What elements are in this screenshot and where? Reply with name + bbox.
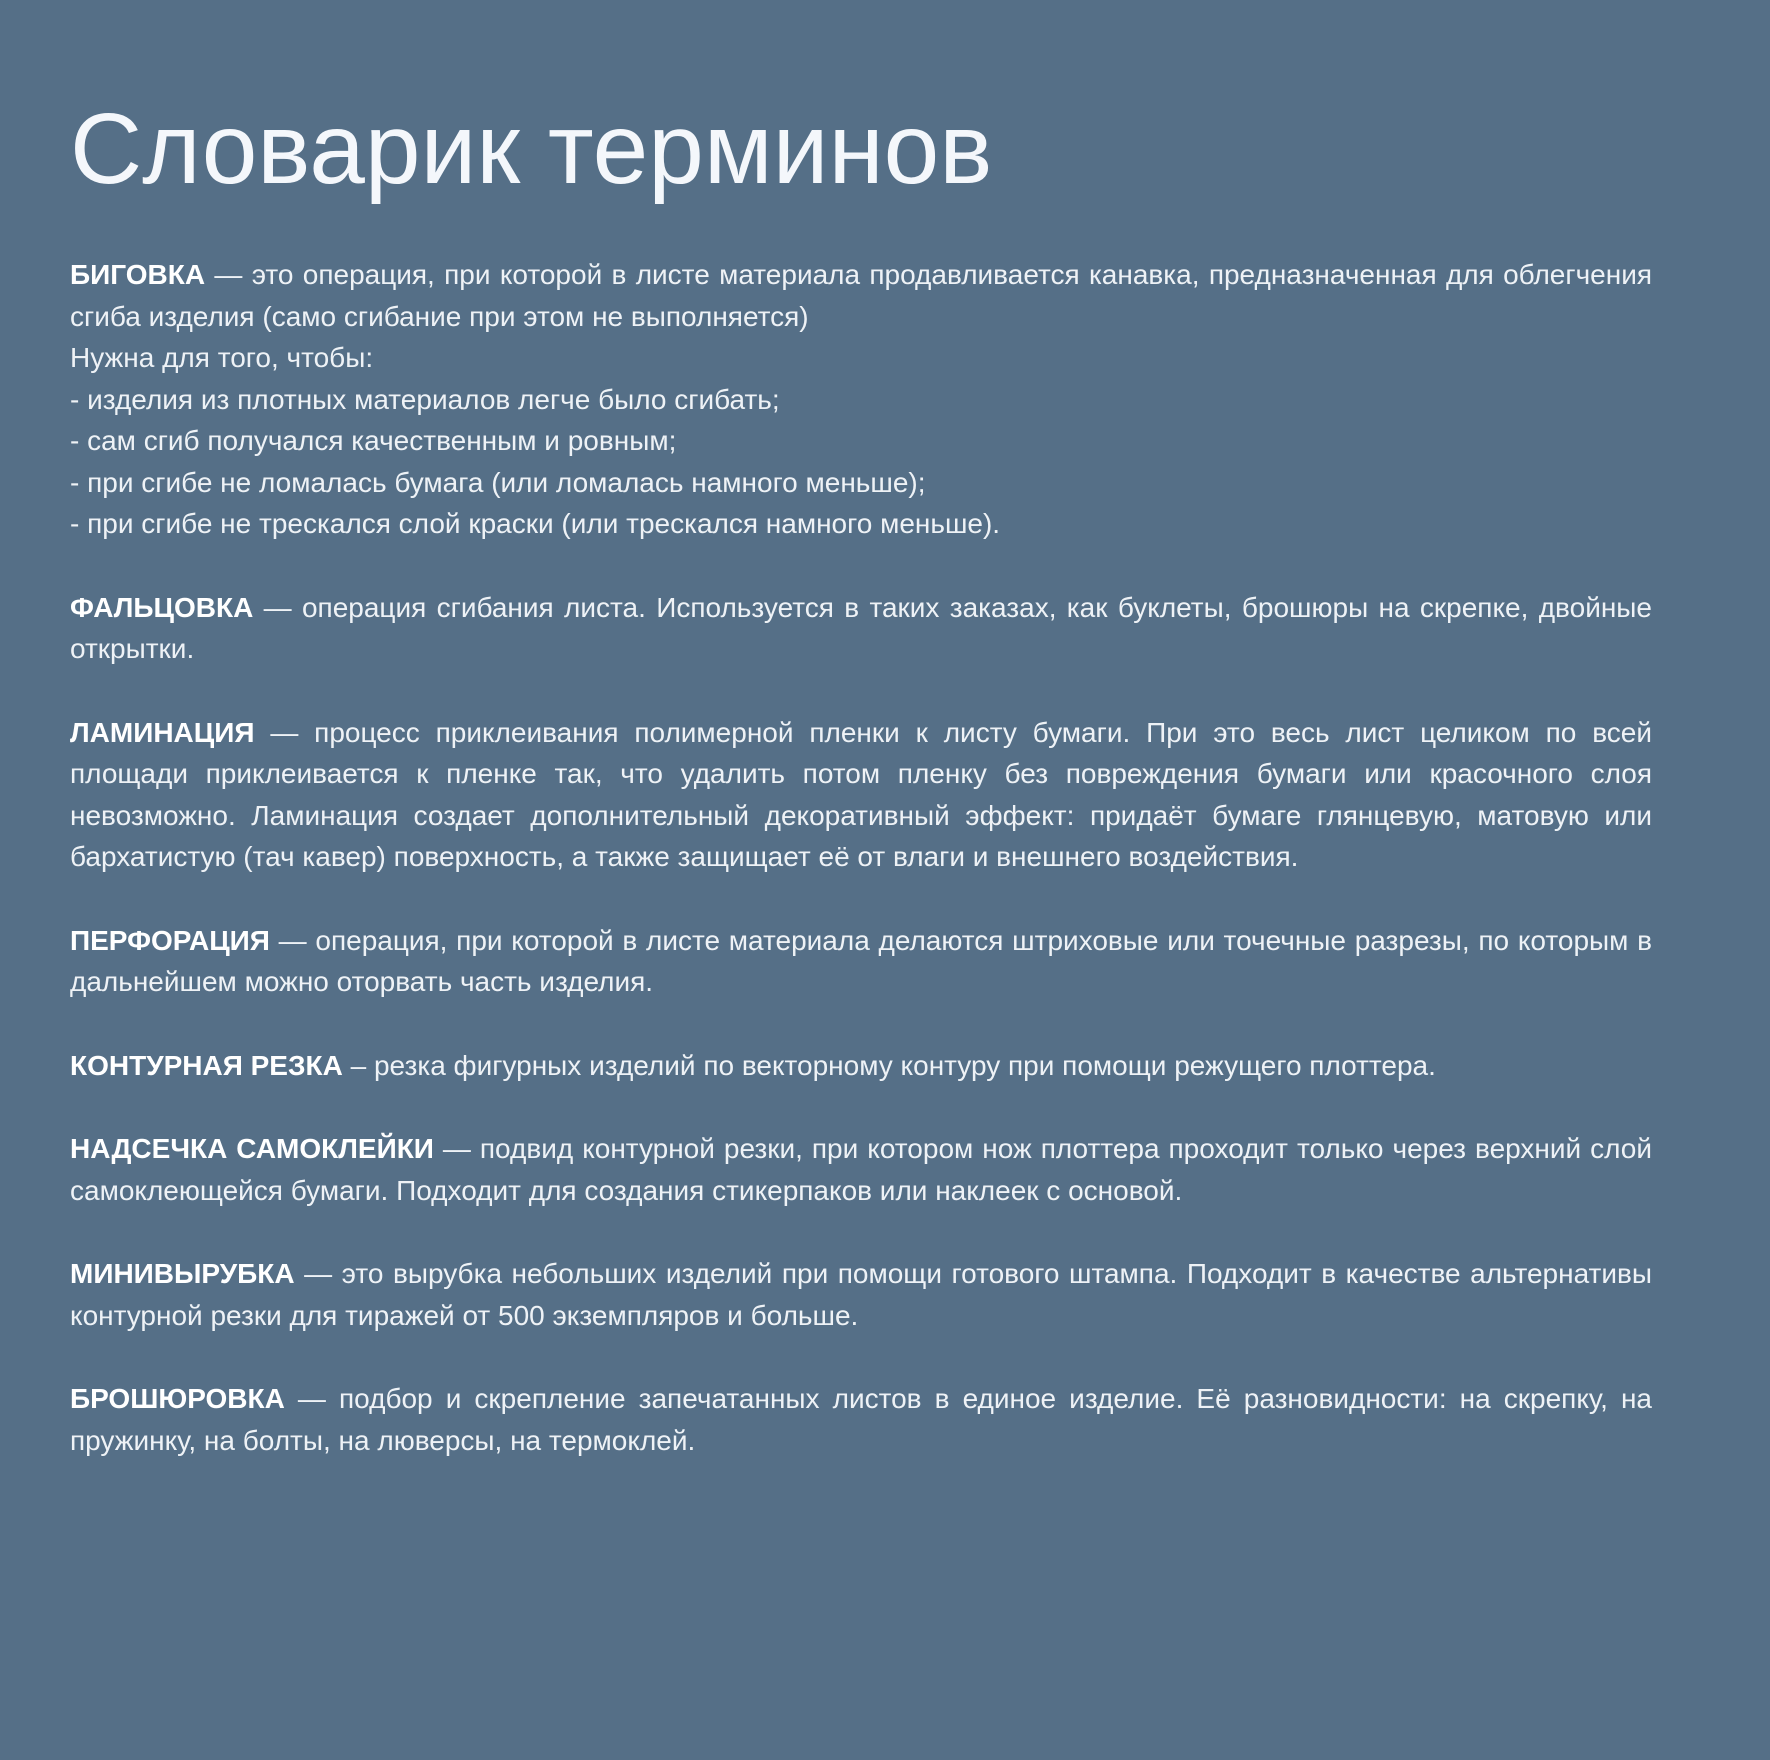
glossary-entry-broshyurovka xyxy=(70,1378,1652,1461)
glossary-entry-bigovka xyxy=(70,254,1652,545)
term-definition: — это операция, при которой в листе материала продавливается канавка, предназначенная для облегчения сгиба изделия (само сгибание при этом не выполняется) xyxy=(70,259,1652,332)
definition-line: - при сгибе не ломалась бумага (или ломалась намного меньше); xyxy=(70,466,926,498)
term-name: КОНТУРНАЯ РЕЗКА xyxy=(70,1049,343,1081)
term-definition: — подбор и скрепление запечатанных листов в единое изделие. Её разновидности: на скрепку, на пружинку, на болты, на люверсы, на термоклей. xyxy=(70,1383,1652,1456)
term-definition: — операция сгибания листа. Используется в таких заказах, как буклеты, брошюры на скрепке, двойные открытки. xyxy=(70,591,1652,664)
term-name: ФАЛЬЦОВКА xyxy=(70,591,254,623)
term-definition: — это вырубка небольших изделий при помощи готового штампа. Подходит в качестве альтернативы контурной резки для тиражей от 500 экземпляров и больше. xyxy=(70,1258,1652,1331)
term-definition: – резка фигурных изделий по векторному контуру при помощи режущего плоттера. xyxy=(342,1049,1436,1081)
glossary-list xyxy=(70,254,1652,1461)
glossary-entry-konturnaya-rezka xyxy=(70,1045,1652,1087)
term-name: БИГОВКА xyxy=(70,259,206,290)
definition-line: - при сгибе не трескался слой краски (или трескался намного меньше). xyxy=(70,508,1001,539)
term-definition: — подвид контурной резки, при котором нож плоттера проходит только через верхний слой самоклеющейся бумаги. Подходит для создания стикерпаков или наклеек с основой. xyxy=(70,1133,1652,1206)
term-name: БРОШЮРОВКА xyxy=(70,1383,285,1414)
term-name: ПЕРФОРАЦИЯ xyxy=(70,924,270,956)
glossary-entry-laminatsiya xyxy=(70,712,1652,878)
glossary-entry-faltsovka xyxy=(70,587,1652,670)
term-definition: — процесс приклеивания полимерной пленки к листу бумаги. При это весь лист целиком по всей площади приклеивается к пленке так, что удалить потом пленку без повреждения бумаги или красочного слоя невозможно. Ламинация создает дополнительный декоративный эффект: придаёт бумаге глянцевую, матовую или бархатистую (тач кавер) поверхность, а также защищает её от влаги и внешнего воздействия. xyxy=(70,716,1652,872)
term-name: ЛАМИНАЦИЯ xyxy=(70,716,255,748)
term-name: МИНИВЫРУБКА xyxy=(70,1258,295,1289)
definition-line: - изделия из плотных материалов легче было сгибать; xyxy=(70,383,780,415)
glossary-entry-minivyrubka xyxy=(70,1253,1652,1336)
page-title: Словарик терминов xyxy=(70,93,993,205)
term-definition: — операция, при которой в листе материала делаются штриховые или точечные разрезы, по которым в дальнейшем можно оторвать часть изделия. xyxy=(70,924,1652,997)
term-name: НАДСЕЧКА САМОКЛЕЙКИ xyxy=(70,1133,434,1164)
definition-line: - сам сгиб получался качественным и ровным; xyxy=(70,425,677,456)
definition-line: Нужна для того, чтобы: xyxy=(70,342,374,373)
glossary-entry-perforatsiya xyxy=(70,920,1652,1003)
glossary-entry-nadsechka xyxy=(70,1128,1652,1211)
